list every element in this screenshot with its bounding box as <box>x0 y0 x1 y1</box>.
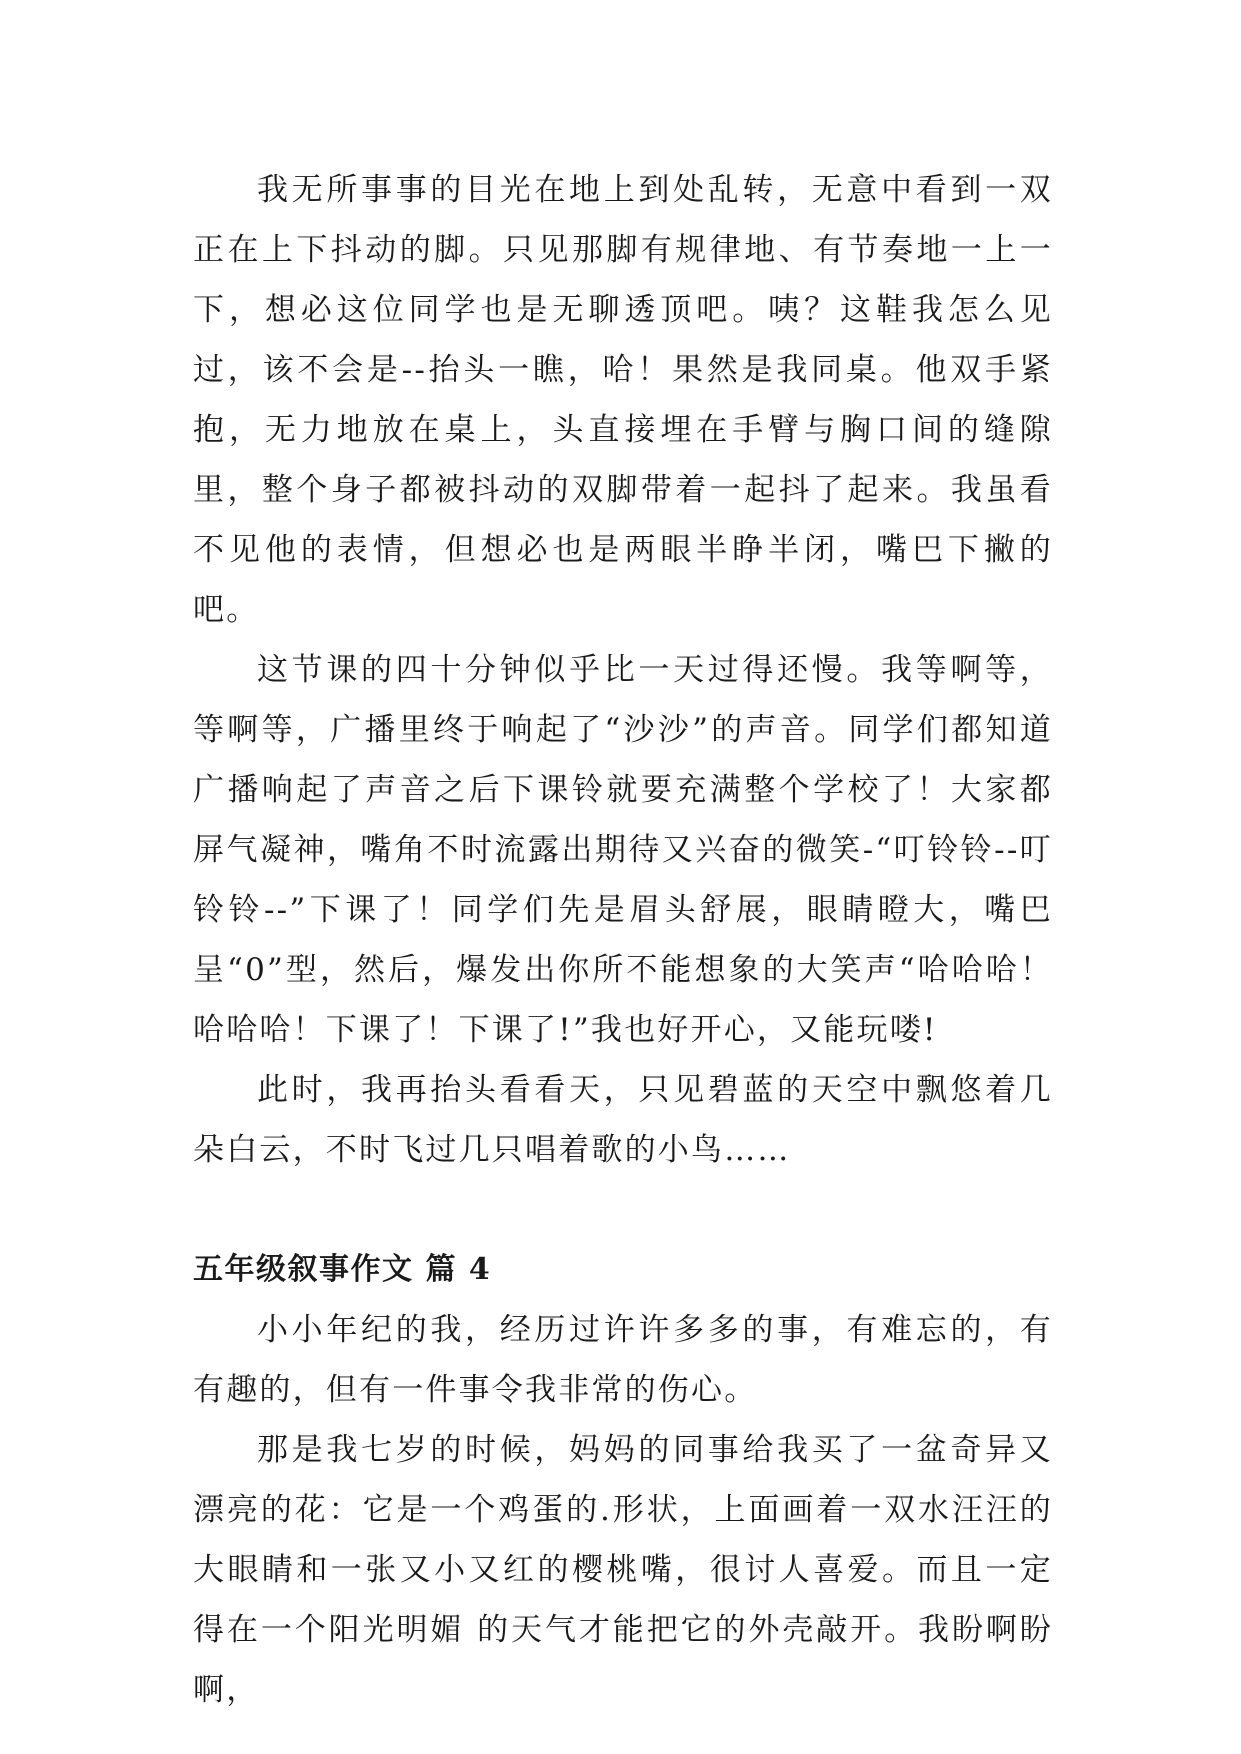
paragraph-1: 我无所事事的目光在地上到处乱转，无意中看到一双正在上下抖动的脚。只见那脚有规律地、有节奏地一上一下，想必这位同学也是无聊透顶吧。咦？这鞋我怎么见过，该不会是--抬头一瞧，哈！果然是我同桌。他双手紧抱，无力地放在桌上，头直接埋在手臂与胸口间的缝隙里，整个身子都被抖动的双脚带着一起抖了起来。我虽看不见他的表情，但想必也是两眼半睁半闭，嘴巴下撇的吧。 <box>193 172 1053 628</box>
section-heading: 五年级叙事作文 篇 4 <box>193 1252 492 1287</box>
paragraph-2: 这节课的四十分钟似乎比一天过得还慢。我等啊等，等啊等，广播里终于响起了“沙沙”的声音。同学们都知道广播响起了声音之后下课铃就要充满整个学校了！大家都屏气凝神，嘴角不时流露出期待又兴奋的微笑-“叮铃铃--叮铃铃--”下课了！同学们先是眉头舒展，眼睛瞪大，嘴巴呈“0”型，然后，爆发出你所不能想象的大笑声“哈哈哈！哈哈哈！下课了！下课了!”我也好开心，又能玩喽! <box>193 652 1053 1048</box>
paragraph-3: 此时，我再抬头看看天，只见碧蓝的天空中飘悠着几朵白云，不时飞过几只唱着歌的小鸟…… <box>193 1072 1053 1168</box>
paragraph-5: 那是我七岁的时候，妈妈的同事给我买了一盆奇异又漂亮的花：它是一个鸡蛋的.形状，上面画着一双水汪汪的大眼睛和一张又小又红的樱桃嘴，很讨人喜爱。而且一定得在一个阳光明媚 的天气才能把它的外壳敲开。我盼啊盼啊， <box>193 1432 1053 1708</box>
paragraph-4: 小小年纪的我，经历过许许多多的事，有难忘的，有有趣的，但有一件事令我非常的伤心。 <box>193 1312 1053 1408</box>
document-body <box>193 160 1053 1720</box>
section-gap <box>193 1180 1053 1240</box>
